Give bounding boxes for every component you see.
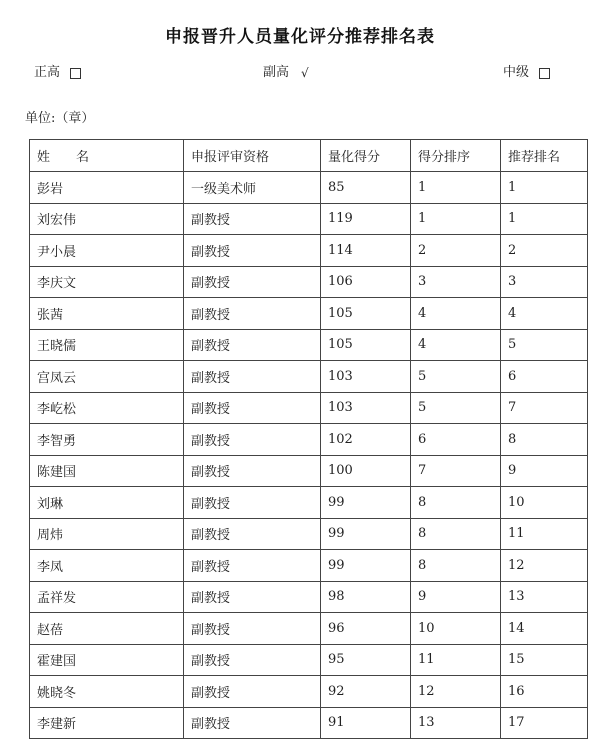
cell-qualification: 副教授: [184, 613, 321, 645]
cell-qualification: 副教授: [184, 298, 321, 330]
cell-recommend-rank: 12: [501, 550, 588, 582]
option-associate-check-mark[interactable]: √: [301, 66, 309, 80]
cell-recommend-rank: 5: [501, 329, 588, 361]
cell-qualification: 副教授: [184, 235, 321, 267]
cell-recommend-rank: 7: [501, 392, 588, 424]
cell-score: 99: [321, 550, 411, 582]
cell-score-rank: 3: [411, 266, 501, 298]
cell-name: 李凤: [30, 550, 184, 582]
cell-score-rank: 12: [411, 676, 501, 708]
cell-recommend-rank: 8: [501, 424, 588, 456]
cell-name: 李屹松: [30, 392, 184, 424]
cell-qualification: 副教授: [184, 329, 321, 361]
table-row: [30, 613, 588, 645]
cell-name: 宫凤云: [30, 361, 184, 393]
cell-recommend-rank: 1: [501, 172, 588, 204]
cell-score: 96: [321, 613, 411, 645]
cell-name: 刘琳: [30, 487, 184, 519]
unit-label: 单位:（章）: [25, 111, 95, 126]
cell-score: 105: [321, 329, 411, 361]
cell-name: 李智勇: [30, 424, 184, 456]
cell-recommend-rank: 3: [501, 266, 588, 298]
cell-name: 彭岩: [30, 172, 184, 204]
cell-score: 85: [321, 172, 411, 204]
cell-name: 孟祥发: [30, 581, 184, 613]
table-row: [30, 581, 588, 613]
cell-name: 陈建国: [30, 455, 184, 487]
cell-score-rank: 2: [411, 235, 501, 267]
cell-name: 赵蓓: [30, 613, 184, 645]
option-senior-checkbox[interactable]: [70, 68, 81, 79]
cell-score: 99: [321, 487, 411, 519]
cell-name: 霍建国: [30, 644, 184, 676]
table-row: [30, 392, 588, 424]
option-senior-label: 正高: [34, 65, 61, 80]
cell-score: 114: [321, 235, 411, 267]
option-intermediate-label: 中级: [503, 65, 530, 80]
cell-recommend-rank: 9: [501, 455, 588, 487]
cell-score: 92: [321, 676, 411, 708]
cell-score: 98: [321, 581, 411, 613]
cell-name: 张茜: [30, 298, 184, 330]
header-score-rank: 得分排序: [411, 140, 501, 172]
cell-qualification: 副教授: [184, 424, 321, 456]
cell-qualification: 副教授: [184, 644, 321, 676]
page-title: 申报晋升人员量化评分推荐排名表: [165, 27, 435, 47]
cell-qualification: 副教授: [184, 581, 321, 613]
cell-qualification: 副教授: [184, 455, 321, 487]
cell-score: 103: [321, 361, 411, 393]
cell-name: 尹小晨: [30, 235, 184, 267]
table-row: [30, 644, 588, 676]
cell-score-rank: 5: [411, 392, 501, 424]
header-score: 量化得分: [321, 140, 411, 172]
ranking-table: [29, 139, 588, 739]
cell-score-rank: 9: [411, 581, 501, 613]
cell-score: 106: [321, 266, 411, 298]
cell-score-rank: 7: [411, 455, 501, 487]
cell-score-rank: 4: [411, 298, 501, 330]
cell-score: 99: [321, 518, 411, 550]
cell-recommend-rank: 4: [501, 298, 588, 330]
cell-qualification: 副教授: [184, 707, 321, 739]
cell-score-rank: 4: [411, 329, 501, 361]
cell-score: 103: [321, 392, 411, 424]
cell-score-rank: 10: [411, 613, 501, 645]
cell-score: 105: [321, 298, 411, 330]
table-row: [30, 266, 588, 298]
cell-score-rank: 13: [411, 707, 501, 739]
option-senior: [34, 65, 81, 81]
cell-qualification: 副教授: [184, 487, 321, 519]
cell-qualification: 副教授: [184, 392, 321, 424]
cell-score-rank: 11: [411, 644, 501, 676]
table-row: [30, 235, 588, 267]
cell-score-rank: 8: [411, 550, 501, 582]
table-row: [30, 424, 588, 456]
cell-recommend-rank: 11: [501, 518, 588, 550]
header-qualification: 申报评审资格: [184, 140, 321, 172]
cell-score-rank: 8: [411, 487, 501, 519]
cell-score: 102: [321, 424, 411, 456]
table-row: [30, 329, 588, 361]
cell-score-rank: 1: [411, 203, 501, 235]
cell-qualification: 副教授: [184, 203, 321, 235]
cell-score: 100: [321, 455, 411, 487]
table-row: [30, 455, 588, 487]
table-row: [30, 172, 588, 204]
cell-qualification: 副教授: [184, 518, 321, 550]
cell-score-rank: 6: [411, 424, 501, 456]
cell-score-rank: 5: [411, 361, 501, 393]
header-name: 姓 名: [30, 140, 184, 172]
cell-name: 刘宏伟: [30, 203, 184, 235]
table-row: [30, 361, 588, 393]
table-body: [30, 172, 588, 739]
cell-score-rank: 1: [411, 172, 501, 204]
cell-recommend-rank: 17: [501, 707, 588, 739]
cell-name: 周炜: [30, 518, 184, 550]
cell-qualification: 副教授: [184, 361, 321, 393]
cell-recommend-rank: 6: [501, 361, 588, 393]
cell-score: 91: [321, 707, 411, 739]
cell-recommend-rank: 2: [501, 235, 588, 267]
option-intermediate: [503, 65, 550, 81]
cell-name: 李庆文: [30, 266, 184, 298]
table-row: [30, 203, 588, 235]
option-intermediate-checkbox[interactable]: [539, 68, 550, 79]
table-row: [30, 676, 588, 708]
cell-recommend-rank: 13: [501, 581, 588, 613]
cell-score-rank: 8: [411, 518, 501, 550]
cell-score: 95: [321, 644, 411, 676]
cell-name: 王晓儒: [30, 329, 184, 361]
cell-qualification: 副教授: [184, 550, 321, 582]
cell-qualification: 一级美术师: [184, 172, 321, 204]
table-row: [30, 487, 588, 519]
option-associate-label: 副高: [263, 65, 290, 80]
table-row: [30, 707, 588, 739]
cell-recommend-rank: 15: [501, 644, 588, 676]
table-header-row: [30, 140, 588, 172]
table-row: [30, 518, 588, 550]
option-associate: [263, 65, 309, 81]
cell-name: 姚晓冬: [30, 676, 184, 708]
header-recommend-rank: 推荐排名: [501, 140, 588, 172]
cell-recommend-rank: 16: [501, 676, 588, 708]
cell-qualification: 副教授: [184, 266, 321, 298]
cell-name: 李建新: [30, 707, 184, 739]
table-row: [30, 550, 588, 582]
cell-recommend-rank: 10: [501, 487, 588, 519]
cell-recommend-rank: 14: [501, 613, 588, 645]
cell-qualification: 副教授: [184, 676, 321, 708]
table-row: [30, 298, 588, 330]
cell-recommend-rank: 1: [501, 203, 588, 235]
cell-score: 119: [321, 203, 411, 235]
